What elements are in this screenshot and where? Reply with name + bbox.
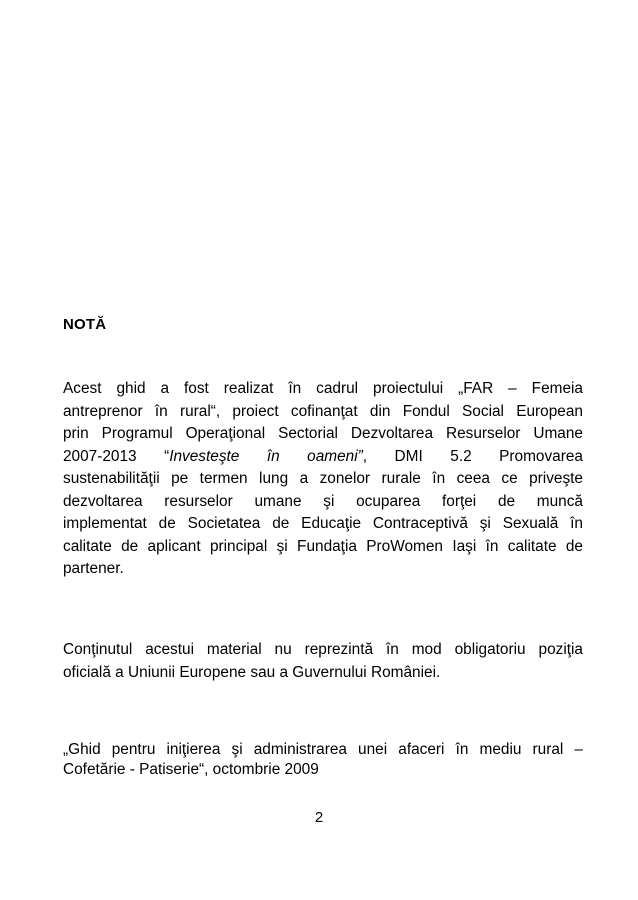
paragraph-line: prin Programul Operaţional Sectorial Dezvoltarea Resurselor Umane <box>63 425 583 442</box>
line-suffix: , DMI 5.2 Promovarea <box>362 447 583 465</box>
paragraph-line: Acest ghid a fost realizat în cadrul proiectului „FAR – Femeia <box>63 380 583 397</box>
paragraph-line: Conţinutul acestui material nu reprezintă în mod obligatoriu poziţia <box>63 641 583 658</box>
paragraph-line: oficială a Uniunii Europene sau a Guvernului României. <box>63 663 441 681</box>
disclaimer-paragraph <box>63 639 583 684</box>
slogan-italic: Investeşte în oameni” <box>169 447 363 465</box>
paragraph-line-with-slogan <box>63 446 583 469</box>
line-prefix: 2007-2013 “ <box>63 447 170 465</box>
paragraph-line: „Ghid pentru iniţierea şi administrarea unei afaceri în mediu rural – <box>63 741 583 758</box>
paragraph-line: sustenabilităţii pe termen lung a zonelor rurale în ceea ce priveşte <box>63 470 583 487</box>
paragraph-line: Cofetărie - Patiserie“, octombrie 2009 <box>63 761 319 778</box>
paragraph-line: implementat de Societatea de Educaţie Contraceptivă şi Sexuală în <box>63 515 583 532</box>
note-heading: NOTĂ <box>63 316 107 333</box>
paragraph-line: calitate de aplicant principal şi Fundaţia ProWomen Iaşi în calitate de <box>63 537 583 555</box>
paragraph-line: partener. <box>63 560 124 577</box>
paragraph-line: antreprenor în rural“, proiect cofinanţat din Fondul Social European <box>63 402 583 420</box>
guide-title-paragraph <box>63 740 583 780</box>
paragraph-line: dezvoltarea resurselor umane şi ocuparea forţei de muncă <box>63 492 583 510</box>
page-number: 2 <box>314 809 324 826</box>
project-description-paragraph <box>63 378 583 581</box>
